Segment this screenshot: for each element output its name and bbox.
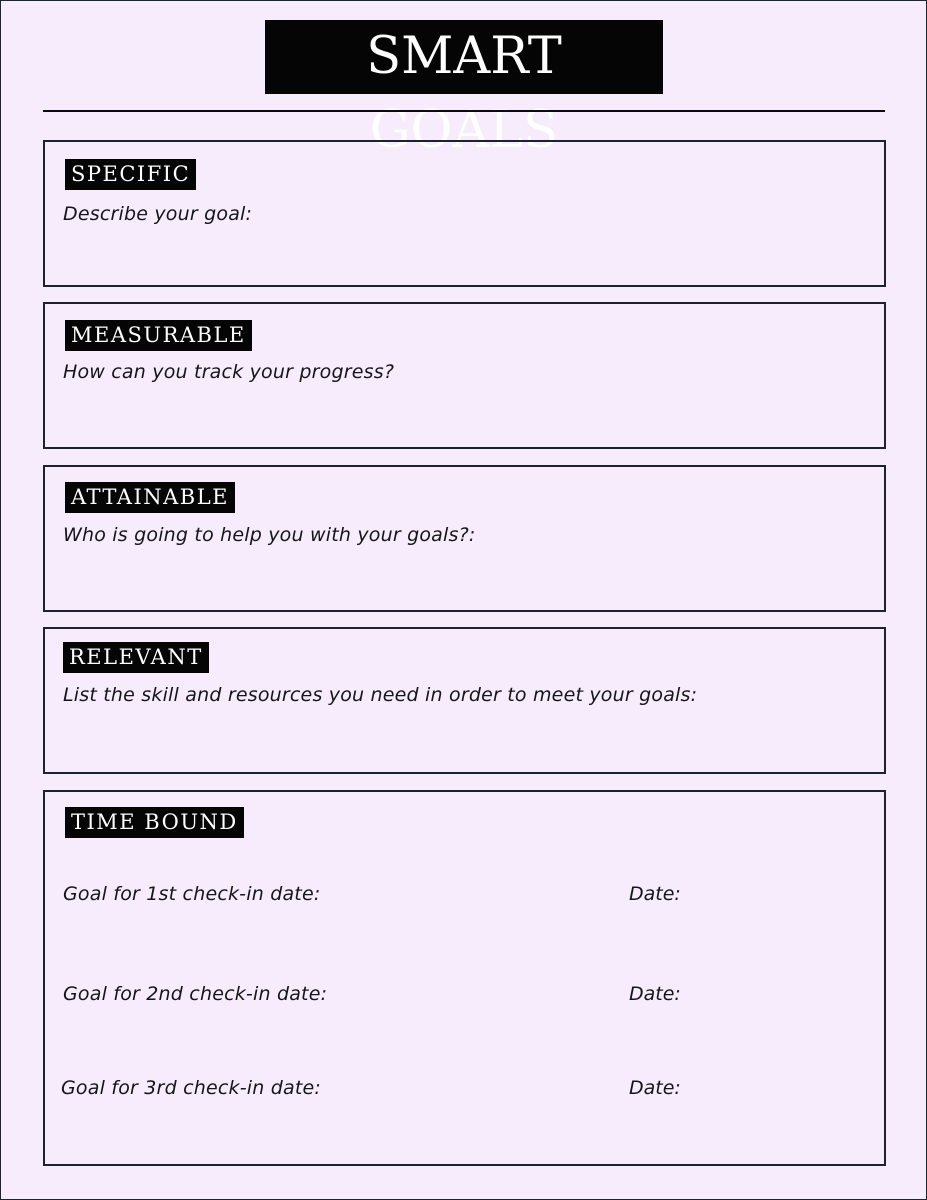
checkin-goal-1: Goal for 1st check-in date: (63, 883, 321, 905)
checkin-date-1: Date: (629, 883, 681, 905)
section-measurable (43, 302, 886, 449)
checkin-date-3: Date: (629, 1077, 681, 1099)
page-title: SMART GOALS (265, 20, 663, 94)
section-prompt-relevant: List the skill and resources you need in order to meet your goals: (63, 684, 698, 706)
section-label-specific: SPECIFIC (65, 159, 196, 190)
section-attainable (43, 465, 886, 612)
section-prompt-specific: Describe your goal: (63, 203, 253, 225)
section-label-time-bound: TIME BOUND (65, 807, 244, 838)
checkin-goal-3: Goal for 3rd check-in date: (61, 1077, 321, 1099)
section-label-relevant: RELEVANT (63, 642, 209, 673)
section-time-bound (43, 790, 886, 1166)
title-divider (43, 110, 885, 112)
section-prompt-measurable: How can you track your progress? (63, 361, 395, 383)
section-relevant (43, 627, 886, 774)
section-label-attainable: ATTAINABLE (65, 482, 235, 513)
section-label-measurable: MEASURABLE (65, 320, 252, 351)
checkin-date-2: Date: (629, 983, 681, 1005)
section-specific (43, 140, 886, 287)
checkin-goal-2: Goal for 2nd check-in date: (63, 983, 328, 1005)
section-prompt-attainable: Who is going to help you with your goals?: (63, 524, 476, 546)
